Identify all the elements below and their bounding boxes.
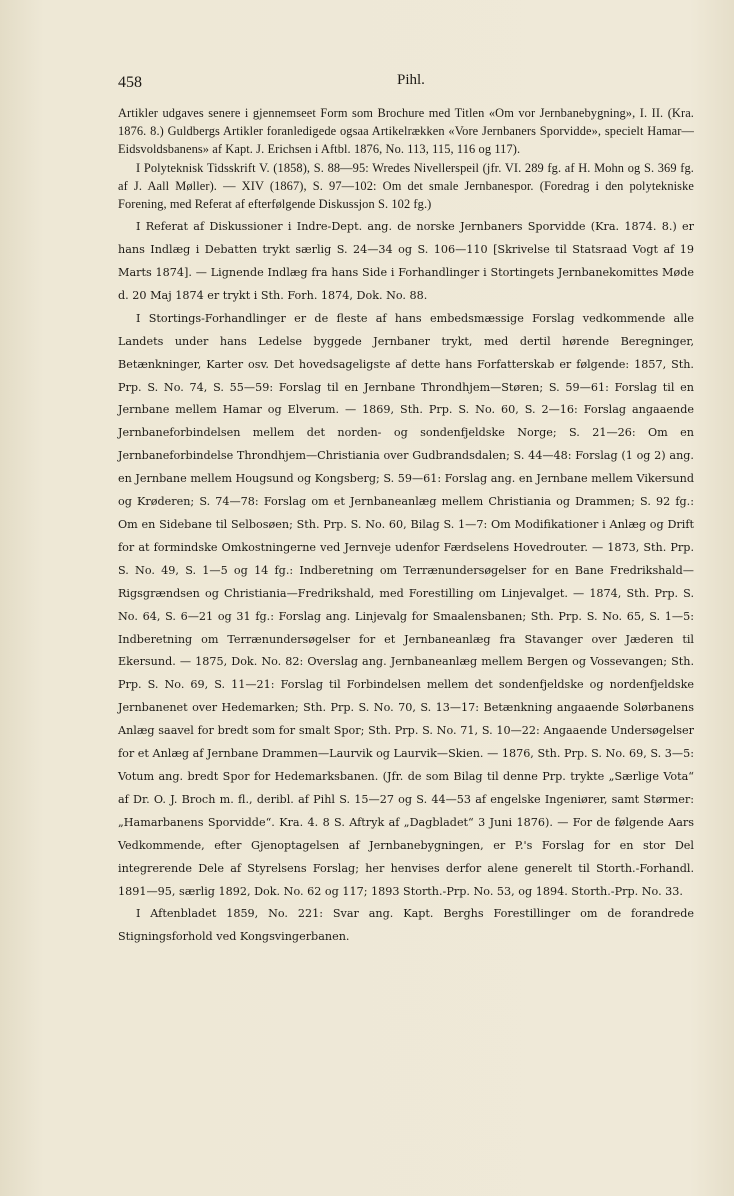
page-body xyxy=(118,104,694,949)
paragraph-referat-diskussioner: I Referat af Diskussioner i Indre-Dept. ang. de norske Jernbaners Sporvidde (Kra. 1874. 8.) er hans Indlæg i Debatten trykt særlig S. 24—34 og S. 106—110 [Skrivelse til Statsraad Vogt af 19 Marts 1874]. — Lignende Indlæg fra hans Side i Forhandlinger i Stortingets Jernbanekomittes Møde d. 20 Maj 1874 er trykt i Sth. Forh. 1874, Dok. No. 88. xyxy=(118,220,694,302)
page-number: 458 xyxy=(118,74,142,91)
paragraph-brochure-note: Artikler udgaves senere i gjennemseet Form som Brochure med Titlen «Om vor Jernbanebygning», I. II. (Kra. 1876. 8.) Guldbergs Artikler foranledigede ogsaa Artikelrækken «Vore Jernbaners Sporvidde», specielt Hamar—Eidsvoldsbanens» af Kapt. J. Erichsen i Aftbl. 1876, No. 113, 115, 116 og 117). xyxy=(118,106,694,157)
paragraph-stortings-forhandlinger: I Stortings-Forhandlinger er de fleste af hans embedsmæssige Forslag vedkommende alle Landets under hans Ledelse byggede Jernbaner trykt, med dertil hørende Beregninger, Betænkninger, Karter osv. Det hovedsageligste af dette hans Forfatterskab er følgende: 1857, Sth. Prp. S. No. 74, S. 55—59: Forslag til en Jernbane Throndhjem—Støren; S. 59—61: Forslag til en Jernbane mellem Hamar og Elverum. — 1869, Sth. Prp. S. No. 60, S. 2—16: Forslag angaaende Jernbaneforbindelsen mellem det norden- og sondenfjeldske Norge; S. 21—26: Om en Jernbaneforbindelse Throndhjem—Christiania over Gudbrandsdalen; S. 44—48: Forslag (1 og 2) ang. en Jernbane mellem Hougsund og Kongsberg; S. 59—61: Forslag ang. en Jernbane mellem Vikersund og Krøderen; S. 74—78: Forslag om et Jernbaneanlæg mellem Christiania og Drammen; S. 92 fg.: Om en Sidebane til Selbosøen; Sth. Prp. S. No. 60, Bilag S. 1—7: Om Modifikationer i Anlæg og Drift for at formindske Omkostningerne ved Jernveje udenfor Færdselens Hovedrouter. — 1873, Sth. Prp. S. No. 49, S. 1—5 og 14 fg.: Indberetning om Terrænundersøgelser for en Bane Fredrikshald—Rigsgrændsen og Christiania—Fredrikshald, med Forestilling om Linjevalget. — 1874, Sth. Prp. S. No. 64, S. 6—21 og 31 fg.: Forslag ang. Linjevalg for Smaalensbanen; Sth. Prp. S. No. 65, S. 1—5: Indberetning om Terrænundersøgelser for et Jernbaneanlæg fra Stavanger over Jæderen til Ekersund. — 1875, Dok. No. 82: Overslag ang. Jernbaneanlæg mellem Bergen og Vossevangen; Sth. Prp. S. No. 69, S. 11—21: Forslag til Forbindelsen mellem det sondenfjeldske og nordenfjeldske Jernbanenet over Hedemarken; Sth. Prp. S. No. 70, S. 13—17: Betænkning angaaende Solørbanens Anlæg saavel for bredt som for smalt Spor; Sth. Prp. S. No. 71, S. 10—22: Angaaende Undersøgelser for et Anlæg af Jernbane Drammen—Laurvik og Laurvik—Skien. — 1876, Sth. Prp. S. No. 69, S. 3—5: Votum ang. bredt Spor for Hedemarksbanen. (Jfr. de som Bilag til denne Prp. trykte „Særlige Vota“ af Dr. O. J. Broch m. fl., deribl. af Pihl S. 15—27 og S. 44—53 af engelske Ingeniører, samt Størmer: „Hamarbanens Sporvidde“. Kra. 4. 8 S. Aftryk af „Dagbladet“ 3 Juni 1876). — For de følgende Aars Vedkommende, efter Gjenoptagelsen af Jernbanebygningen, er P.'s Forslag for en stor Del integrerende Dele af Styrelsens Forslag; her henvises derfor alene generelt til Storth.-Forhandl. 1891—95, særlig 1892, Dok. No. 62 og 117; 1893 Storth.-Prp. No. 53, og 1894. Storth.-Prp. No. 33. xyxy=(118,311,694,898)
running-head: Pihl. xyxy=(397,72,425,88)
page-header xyxy=(118,72,624,96)
paragraph-aftenbladet: I Aftenbladet 1859, No. 221: Svar ang. Kapt. Berghs Forestillinger om de forandrede Stigningsforhold ved Kongsvingerbanen. xyxy=(118,907,694,944)
paragraph-polyteknisk-tidsskrift: I Polyteknisk Tidsskrift V. (1858), S. 88—95: Wredes Nivellerspeil (jfr. VI. 289 fg. af H. Mohn og S. 369 fg. af J. Aall Møller). — XIV (1867), S. 97—102: Om det smale Jernbanespor. (Foredrag i den polytekniske Forening, med Referat af efterfølgende Diskussjon S. 102 fg.) xyxy=(118,160,694,212)
